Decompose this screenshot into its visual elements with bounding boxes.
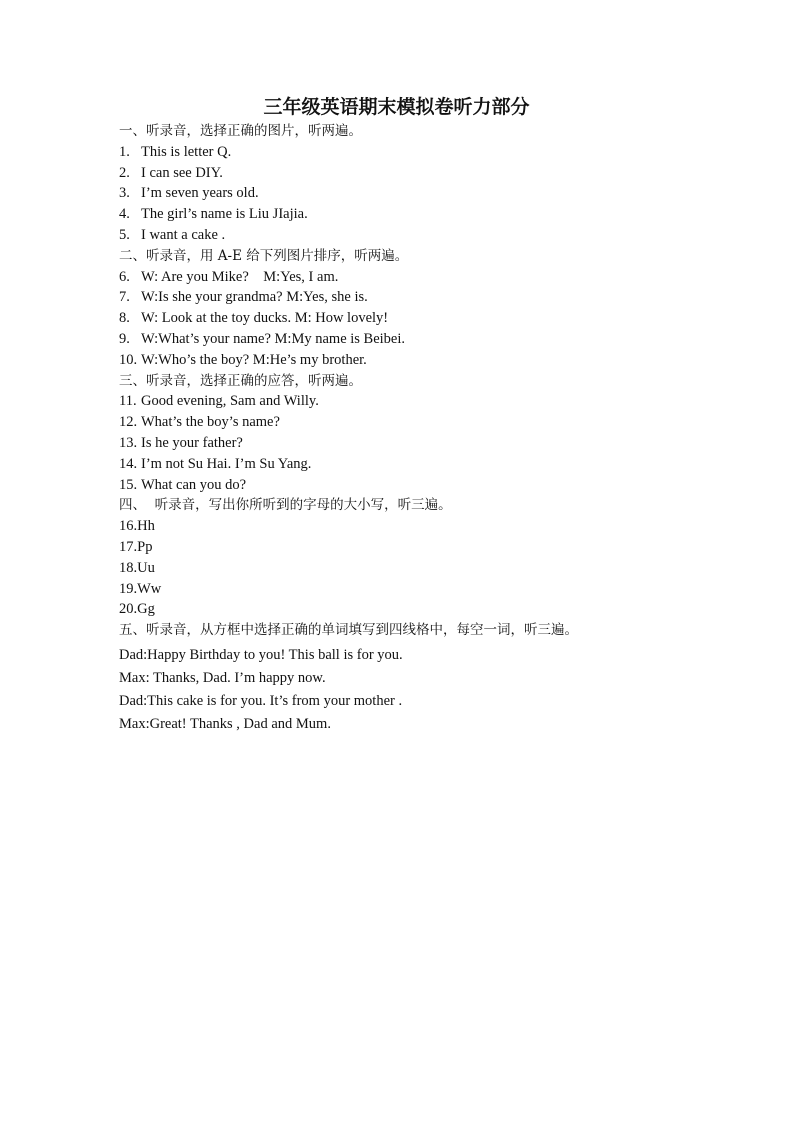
item-number: 15. — [119, 476, 138, 493]
item-number: 3. — [119, 185, 130, 202]
item-number: 19. — [119, 580, 138, 597]
list-item — [119, 204, 759, 225]
list-item — [119, 412, 759, 433]
section-heading: 四、 听录音，写出你所听到的字母的大小写，听三遍。 — [119, 497, 452, 514]
list-item — [119, 537, 759, 558]
section-3 — [119, 371, 759, 496]
item-text: W:What’s your name? M:My name is Beibei. — [141, 330, 406, 347]
item-number: 16. — [119, 518, 138, 535]
item-number: 18. — [119, 559, 138, 576]
item-text: Uu — [137, 559, 155, 576]
item-text: What can you do? — [141, 476, 247, 493]
item-text: I can see DIY. — [141, 164, 223, 181]
section-heading: 一、听录音，选择正确的图片，听两遍。 — [119, 123, 362, 139]
item-text: Pp — [137, 538, 153, 555]
list-item — [119, 391, 759, 412]
item-text: I’m not Su Hai. I’m Su Yang. — [141, 455, 312, 472]
item-number: 12. — [119, 414, 138, 431]
item-number: 11. — [119, 393, 137, 410]
item-text: Ww — [137, 580, 162, 597]
dialog-line: Max: Thanks, Dad. I’m happy now. — [119, 669, 326, 686]
list-item — [119, 579, 759, 600]
dialog-line: Dad:This cake is for you. It’s from your mother . — [119, 692, 403, 709]
section-2 — [119, 246, 759, 371]
item-text: W: Are you Mike? M:Yes, I am. — [141, 268, 339, 285]
item-text: W:Who’s the boy? M:He’s my brother. — [141, 351, 367, 368]
list-item — [119, 558, 759, 579]
item-text: Gg — [137, 601, 155, 618]
item-number: 5. — [119, 226, 130, 243]
list-item — [119, 516, 759, 537]
item-text: W: Look at the toy ducks. M: How lovely! — [141, 310, 389, 327]
dialog-transcript — [119, 644, 759, 736]
item-text: Is he your father? — [141, 434, 243, 451]
section-heading: 二、听录音，用 A-E 给下列图片排序，听两遍。 — [119, 247, 409, 264]
list-item — [119, 599, 759, 620]
list-item — [119, 267, 759, 288]
list-item — [119, 454, 759, 475]
list-item — [119, 308, 759, 329]
item-number: 6. — [119, 268, 130, 285]
list-item — [119, 163, 759, 184]
page-title: 三年级英语期末模拟卷听力部分 — [263, 96, 530, 118]
list-item — [119, 225, 759, 246]
list-item — [119, 350, 759, 371]
list-item — [119, 433, 759, 454]
item-number: 8. — [119, 310, 130, 327]
list-item — [119, 183, 759, 204]
item-number: 9. — [119, 330, 130, 347]
item-text: The girl’s name is Liu JIajia. — [141, 206, 308, 223]
list-item — [119, 287, 759, 308]
section-1 — [119, 121, 759, 246]
item-number: 10. — [119, 351, 138, 368]
document-body — [119, 121, 759, 736]
list-item — [119, 142, 759, 163]
item-number: 13. — [119, 434, 138, 451]
item-number: 14. — [119, 455, 138, 472]
section-5 — [119, 620, 759, 736]
item-number: 4. — [119, 206, 130, 223]
item-text: I’m seven years old. — [141, 185, 259, 202]
item-number: 17. — [119, 538, 138, 555]
item-text: I want a cake . — [141, 226, 226, 243]
item-text: Good evening, Sam and Willy. — [141, 393, 319, 410]
section-heading: 三、听录音，选择正确的应答，听两遍。 — [119, 372, 362, 389]
item-text: Hh — [137, 518, 155, 535]
section-heading: 五、听录音，从方框中选择正确的单词填写到四线格中，每空一词，听三遍。 — [119, 622, 578, 639]
dialog-line: Dad:Happy Birthday to you! This ball is for you. — [119, 646, 403, 663]
item-number: 20. — [119, 601, 138, 618]
item-text: What’s the boy’s name? — [141, 414, 280, 431]
list-item — [119, 475, 759, 496]
item-number: 7. — [119, 289, 130, 306]
item-number: 1. — [119, 143, 130, 160]
item-text: This is letter Q. — [141, 143, 232, 160]
section-4 — [119, 495, 759, 620]
item-text: W:Is she your grandma? M:Yes, she is. — [141, 289, 368, 306]
item-number: 2. — [119, 164, 130, 181]
dialog-line: Max:Great! Thanks , Dad and Mum. — [119, 715, 331, 732]
list-item — [119, 329, 759, 350]
